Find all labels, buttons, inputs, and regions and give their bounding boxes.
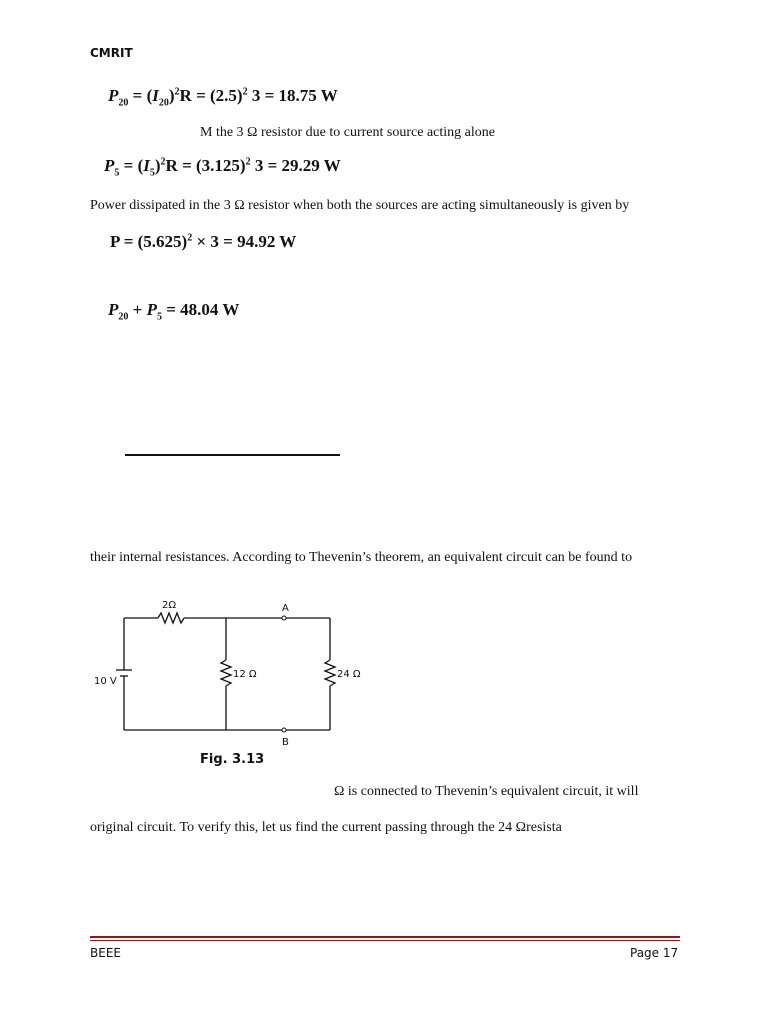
equation-p20: $P_{20} = (I_{20})^2R = (2.5)^2$ 3 = 18.75 W	[108, 86, 338, 109]
text-thevenin-line: their internal resistances. According to Thevenin’s theorem, an equivalent circuit can be found to	[90, 550, 633, 565]
terminal-a-icon	[282, 616, 286, 620]
eq-subscript: 20	[118, 311, 129, 323]
eq-exponent: 2	[187, 232, 193, 244]
footer-page-number: Page 17	[630, 946, 679, 960]
resistor-24-ohm	[325, 660, 335, 686]
text-connected-line: Ω is connected to Thevenin’s equivalent circuit, it will	[334, 784, 639, 799]
header-title: CMRIT	[90, 46, 133, 60]
eq-result: 3 = 29.29 W	[250, 156, 341, 175]
terminal-b-icon	[282, 728, 286, 732]
footer-rule-thin	[90, 940, 680, 941]
eq-subscript: 20	[118, 97, 129, 109]
text-resistor-line: M the 3 Ω resistor due to current source acting alone	[200, 125, 495, 140]
equation-p-total	[110, 232, 296, 252]
label-source: 10 V	[94, 676, 117, 687]
eq-rest: R = (2.5)	[179, 86, 243, 105]
eq-exponent: 2	[174, 86, 180, 98]
resistor-12-ohm	[221, 660, 231, 686]
eq-result: × 3 = 94.92 W	[192, 232, 297, 251]
eq-symbol: P	[108, 300, 119, 319]
eq-symbol: I	[143, 156, 150, 175]
label-node-a: A	[282, 603, 289, 614]
label-2-ohm: 2Ω	[162, 600, 177, 611]
figure-caption: Fig. 3.13	[200, 752, 265, 767]
eq-subscript: 5	[114, 167, 120, 179]
eq-lhs: P = (5.625)	[110, 232, 188, 251]
eq-subscript: 5	[149, 167, 155, 179]
equation-p5: $P_5 = (I_5)^2R = (3.125)^2$ 3 = 29.29 W	[104, 156, 341, 179]
eq-subscript: 20	[158, 97, 169, 109]
eq-exponent: 2	[160, 156, 166, 168]
eq-exponent: 2	[245, 156, 251, 168]
resistor-2-ohm	[158, 613, 184, 623]
eq-plus: +	[128, 300, 147, 319]
eq-symbol: P	[146, 300, 157, 319]
eq-rest: R = (3.125)	[165, 156, 246, 175]
label-node-b: B	[282, 737, 289, 748]
label-24-ohm: 24 Ω	[337, 669, 361, 680]
eq-result: = 48.04 W	[161, 300, 240, 319]
text-original-line: original circuit. To verify this, let us find the current passing through the 24 Ωresista	[90, 820, 562, 835]
horizontal-rule	[125, 454, 340, 456]
eq-symbol: P	[104, 156, 115, 175]
circuit-diagram	[88, 596, 378, 776]
label-12-ohm: 12 Ω	[233, 669, 257, 680]
eq-result: 3 = 18.75 W	[247, 86, 338, 105]
equation-p-sum	[108, 300, 239, 322]
eq-subscript: 5	[156, 311, 162, 323]
eq-exponent: 2	[242, 86, 248, 98]
eq-symbol: P	[108, 86, 119, 105]
eq-symbol: I	[152, 86, 159, 105]
footer-rule	[90, 936, 680, 938]
footer-left: BEEE	[90, 946, 121, 960]
text-power-line: Power dissipated in the 3 Ω resistor when both the sources are acting simultaneously is given by	[90, 198, 630, 213]
